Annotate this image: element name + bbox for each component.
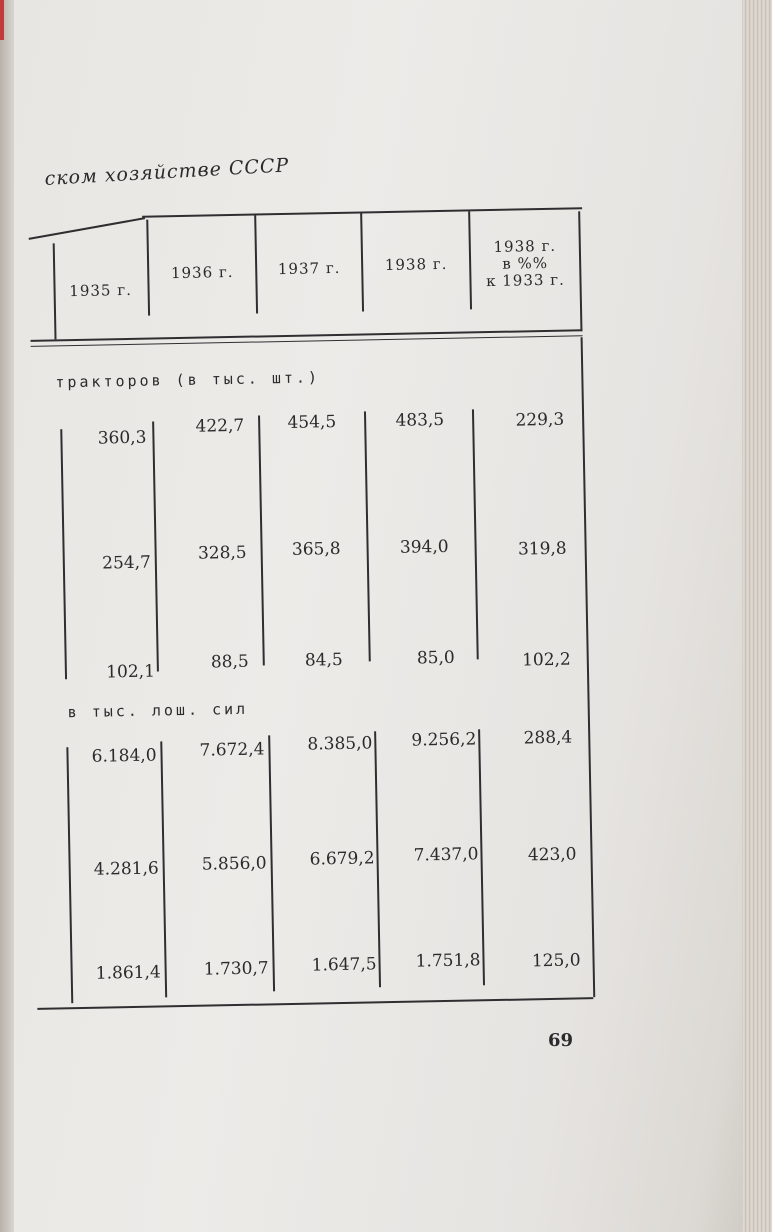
col-header-1936: 1936 г.: [170, 262, 234, 283]
cell: 8.385,0: [307, 733, 373, 755]
page-edges: [742, 0, 772, 1232]
cell: 125,0: [531, 950, 581, 972]
cell: 1.647,5: [311, 954, 377, 976]
cell: 1.751,8: [415, 950, 481, 972]
page-gutter: [0, 0, 14, 1232]
col-header-1938-pct-line3: к 1933 г.: [485, 270, 566, 291]
header-divider: [468, 211, 472, 309]
cell: 88,5: [210, 651, 249, 673]
header-bottom-rule-2: [31, 335, 583, 347]
col-header-1935: 1935 г.: [69, 280, 133, 301]
header-divider: [146, 220, 150, 316]
table-bottom-rule: [37, 997, 593, 1010]
cell: 7.672,4: [199, 739, 265, 761]
col-header-1937: 1937 г.: [277, 258, 341, 279]
cell: 7.437,0: [413, 844, 479, 866]
cell: 328,5: [197, 542, 247, 564]
col-header-1938-pct-line1: 1938 г.: [493, 236, 557, 256]
column-divider: [60, 429, 67, 679]
cell: 483,5: [395, 409, 445, 431]
cell: 6.679,2: [309, 848, 375, 870]
cell: 422,7: [195, 415, 245, 437]
table-right-border: [581, 337, 596, 997]
cell: 288,4: [523, 727, 573, 749]
cell: 1.730,7: [203, 958, 269, 980]
section-title-horsepower: в тыс. лош. сил: [67, 699, 249, 722]
cell: 454,5: [287, 412, 337, 433]
statistics-table: [22, 197, 607, 1018]
cell: 6.184,0: [91, 745, 157, 767]
cell: 102,1: [106, 661, 156, 683]
cell: 423,0: [527, 844, 577, 866]
col-header-1938: 1938 г.: [384, 254, 448, 275]
col-header-1938-pct-line2: в %%: [502, 253, 549, 273]
cell: 394,0: [399, 536, 449, 558]
header-divider: [254, 216, 258, 314]
cell: 4.281,6: [93, 858, 159, 880]
header-divider: [360, 213, 364, 311]
cell: 1.861,4: [95, 962, 161, 984]
cell: 365,8: [291, 538, 341, 560]
cell: 9.256,2: [411, 729, 477, 751]
cell: 254,7: [101, 552, 152, 574]
column-divider: [364, 411, 371, 661]
table-top-rule-left: [29, 217, 146, 240]
cell: 102,2: [521, 649, 571, 671]
cell: 360,3: [97, 427, 147, 449]
header-divider: [578, 211, 582, 331]
cell: 229,3: [515, 409, 565, 431]
column-divider: [472, 409, 479, 659]
cell: 85,0: [416, 647, 455, 669]
header-divider: [53, 243, 57, 339]
cell: 5.856,0: [201, 853, 267, 875]
cell: 319,8: [517, 538, 567, 560]
running-head: ском хозяйстве СССР: [44, 154, 290, 190]
section-title-tractors: тракторов (в тыс. шт.): [55, 368, 321, 392]
page-number: 69: [548, 1030, 574, 1051]
cell: 84,5: [304, 649, 343, 671]
